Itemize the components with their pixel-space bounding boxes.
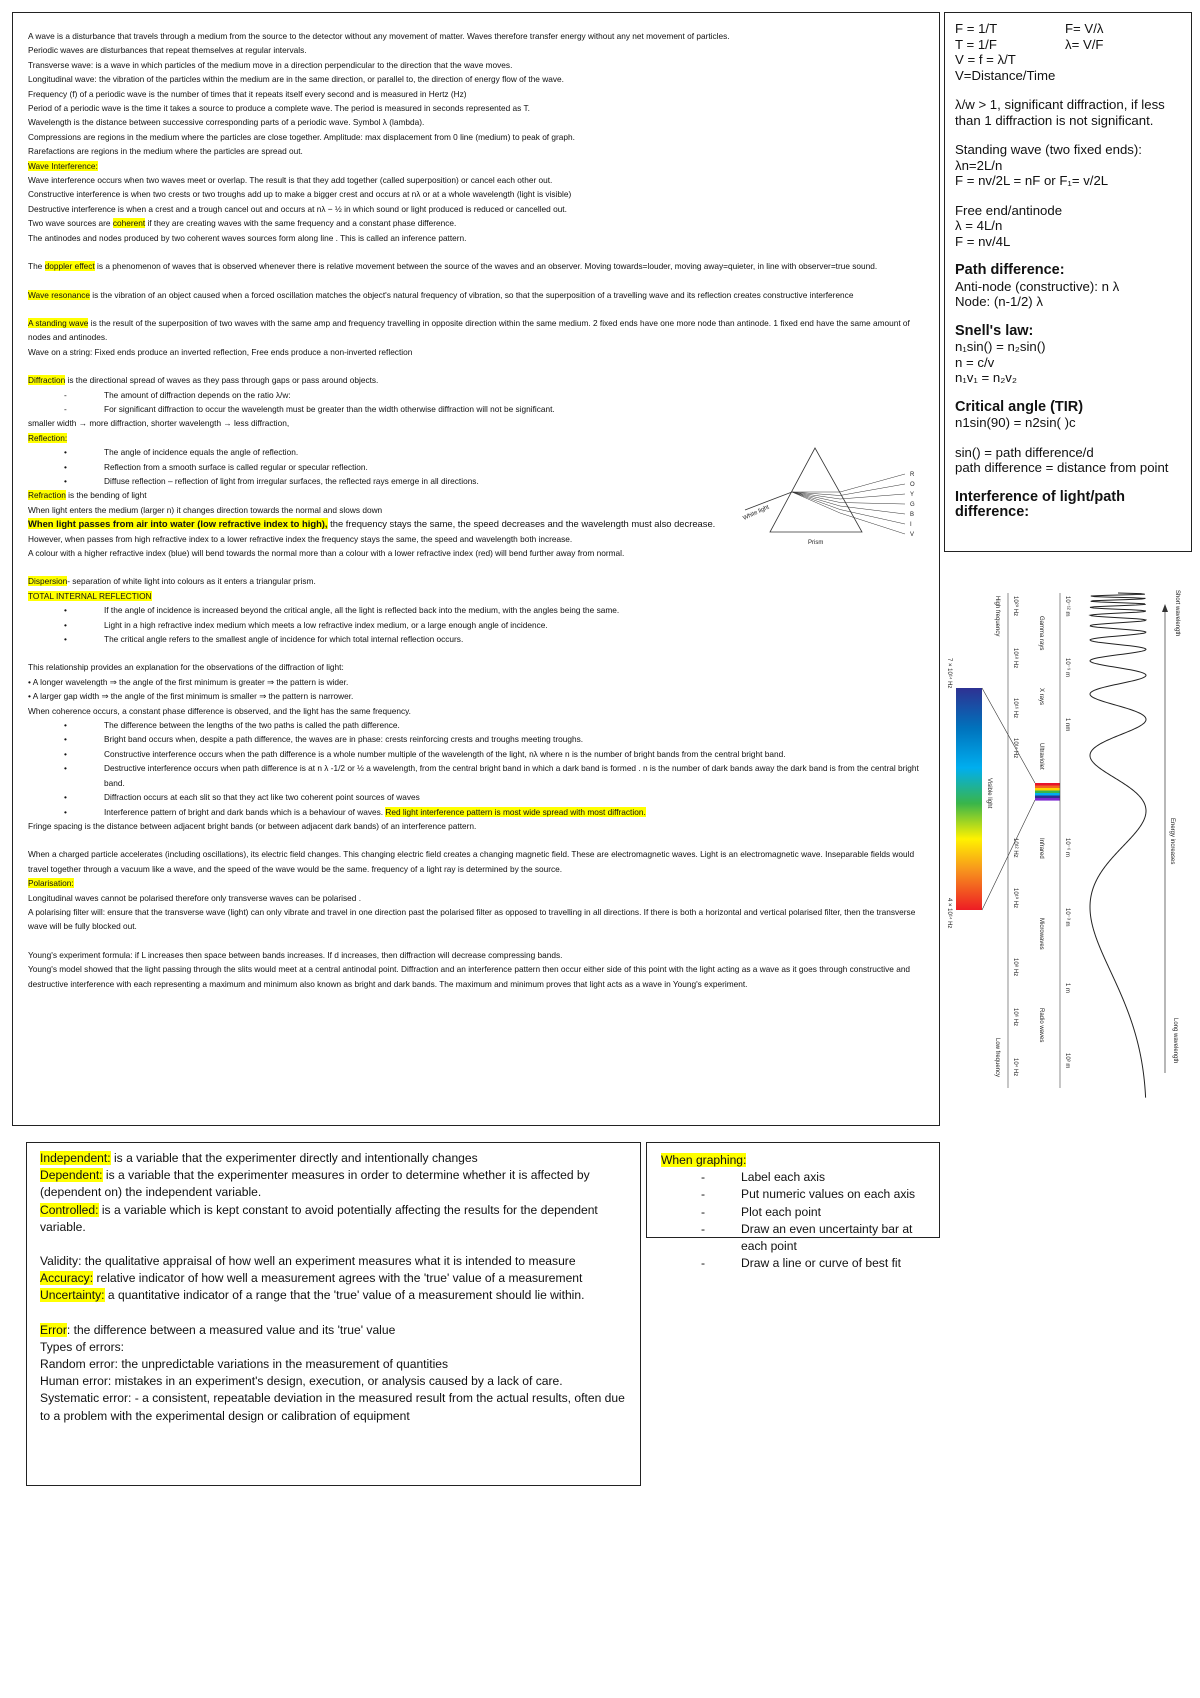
note-text — [28, 316, 925, 345]
prism-ray — [840, 484, 905, 496]
visible-band-stripe — [1035, 793, 1060, 796]
list-item: - Draw a line or curve of best fit — [661, 1255, 925, 1272]
note-text: • A larger gap width ⇒ the angle of the first minimum is smaller ⇒ the pattern is narrower. — [28, 691, 354, 702]
section-heading — [28, 876, 925, 890]
dependent-highlight: Dependent: — [40, 1168, 103, 1183]
list-item: - For significant diffraction to occur the wavelength must be greater than the width otherwise diffraction will not be significant. — [28, 402, 925, 416]
low-frequency-label: Low frequency — [994, 1038, 1000, 1078]
frequency-label: 10⁶ Hz — [1012, 1008, 1018, 1027]
note-fragment: if they are creating waves with the same frequency and a constant phase difference. — [145, 218, 457, 229]
top-frequency-label: 7 × 10¹⁴ Hz — [946, 658, 952, 689]
color-letter: I — [910, 522, 912, 528]
note-text: Rarefactions are regions in the medium where the particles are spread out. — [28, 146, 303, 157]
wavelength-label: 10⁻¹² m — [1064, 596, 1070, 617]
note-fragment: is the result of the superposition of two waves with the same amp and frequency travelling in opposite direction within the same medium. 2 fixed ends have one more node than antinode. 1 fixed end have the same amount of nodes and antinodes. — [28, 317, 910, 343]
note-text: Fringe spacing is the distance between adjacent bright bands (or between adjacent dark bands) of an interference pattern. — [28, 820, 477, 831]
standing-wave-highlight: A standing wave — [28, 317, 89, 328]
note-text: Constructive interference is when two crests or two troughs add up to make a bigger crest and occurs at nλ or at a whole wavelength (light is visible) — [28, 189, 572, 200]
high-frequency-label: High frequency — [994, 596, 1000, 637]
section-heading — [28, 159, 925, 173]
band-label: Ultraviolet — [1038, 743, 1044, 770]
color-letter: V — [910, 532, 915, 538]
formula: n1sin(90) = n2sin( )c — [955, 415, 1076, 430]
section-heading — [28, 589, 925, 603]
polarisation-heading: Polarisation: — [28, 878, 74, 889]
prism-ray — [840, 494, 905, 499]
note-text: Young's experiment formula: if L increases then space between bands increases. If d increases, then diffraction will decrease compressing bands. — [28, 949, 563, 960]
note-text: Wave on a string: Fixed ends produce an inverted reflection, Free ends produce a non-inverted reflection — [28, 346, 413, 357]
list-item: • Constructive interference occurs when the path difference is a whole number multiple of the wavelength of the light, nλ where n is the number of bright bands from the central bright band. — [28, 747, 925, 761]
visible-light-label: Visible light — [986, 778, 992, 809]
frequency-label: 10¹⁸ Hz — [1012, 648, 1018, 669]
visible-band-stripe — [1035, 788, 1060, 791]
interference-heading: Interference of light/path difference: — [955, 488, 1125, 520]
list-item: • The difference between the lengths of the two paths is called the path difference. — [28, 718, 925, 732]
definition: Validity: the qualitative appraisal of how well an experiment measures what it is intended to measure — [40, 1254, 576, 1269]
definition-text: is a variable that the experimenter measures in order to determine whether it is affected by (dependent on) the independent variable. — [40, 1168, 590, 1200]
band-label: Infrared — [1038, 838, 1044, 859]
prism-shape — [770, 448, 862, 532]
list-item: - Draw an even uncertainty bar at each point — [661, 1221, 925, 1255]
note-text: A polarising filter will: ensure that the transverse wave (light) can only vibrate and travel in one direction past the polarised filter as opposed to travelling in all directions. If there is both a horizontal and vertical polarised filter, then the transverse wave will be fully blocked out. — [28, 906, 916, 932]
note-fragment: Two wave sources are — [28, 218, 113, 229]
formula: F = nv/2L = nF or F₁= v/2L — [955, 173, 1109, 188]
error-highlight: Error — [40, 1322, 67, 1337]
prism-ray-internal — [792, 492, 840, 506]
prism-ray — [840, 510, 905, 525]
visible-band-stripe — [1035, 783, 1060, 786]
short-wavelength-label: Short wavelength — [1174, 590, 1180, 637]
formula: Node: (n-1/2) λ — [955, 294, 1043, 309]
note-text: • A longer wavelength ⇒ the angle of the first minimum is greater ⇒ the pattern is wider. — [28, 676, 349, 687]
definition — [40, 1150, 627, 1167]
band-label: Microwaves — [1038, 918, 1044, 950]
wavelength-label: 10⁻⁹ m — [1064, 658, 1070, 678]
dispersed-rays — [792, 474, 905, 534]
color-letter: Y — [910, 492, 915, 498]
note-fragment: - separation of white light into colours as it enters a triangular prism. — [67, 576, 316, 587]
note-text — [28, 373, 925, 387]
list-item: • Bright band occurs when, despite a path difference, the waves are in phase: crests reinforcing crests and troughs meeting troughs. — [28, 732, 925, 746]
list-item: • The angle of incidence equals the angle of reflection. — [28, 445, 925, 459]
definition — [40, 1270, 627, 1287]
list-item: • Diffuse reflection – reflection of light from irregular surfaces, the reflected rays emerge in all directions. — [28, 474, 925, 488]
definition: Systematic error: - a consistent, repeatable deviation in the measured result from the actual results, often due to a problem with the experimental design or calibration of equipment — [40, 1391, 625, 1423]
note-text: Periodic waves are disturbances that repeat themselves at regular intervals. — [28, 45, 307, 56]
frequency-label: 10²⁰ Hz — [1012, 596, 1018, 617]
independent-highlight: Independent: — [40, 1151, 111, 1165]
note-text — [28, 259, 925, 273]
note-fragment: is the vibration of an object caused when a forced oscillation matches the object's natural frequency of vibration, so that the superposition of a travelling wave and its reflection creates constructive interference — [89, 289, 854, 300]
note-text: When light enters the medium (larger n) it changes direction towards the normal and slows down — [28, 504, 383, 515]
em-spectrum-diagram — [940, 578, 1196, 1126]
note-fragment: Interference pattern of bright and dark bands which is a behaviour of waves. — [104, 806, 386, 817]
note-text: Frequency (f) of a periodic wave is the number of times that it repeats itself every second and is measured in Hertz (Hz) — [28, 88, 467, 99]
graphing-list — [661, 1169, 925, 1272]
list-item: • Destructive interference occurs when path difference is at n λ -1/2 or ½ a wavelength, from the central bright band in which a dark band is formed . n is the number of dark bands away the dark band is from the central bright band. — [28, 761, 925, 790]
note-text: Longitudinal waves cannot be polarised therefore only transverse waves can be polarised . — [28, 892, 361, 903]
wavelength-label: 1 nm — [1064, 718, 1070, 732]
formula: V=Distance/Time — [955, 67, 1056, 83]
formula: F= V/λ — [1065, 21, 1104, 36]
band-label: Gamma rays — [1038, 616, 1044, 651]
formula: T = 1/F — [955, 36, 997, 52]
list-item: - Plot each point — [661, 1204, 925, 1221]
refraction-highlight: Refraction — [28, 490, 66, 501]
note-text: When a charged particle accelerates (including oscillations), its electric field changes. This changing electric field creates a changing magnetic field. These are electromagnetic waves. Light is an electromagnetic wave. Inseparable fields would travel together through a vacuum like a wave, and the speed of the wave would be the same. frequency of a light ray is determined by the source. — [28, 849, 915, 874]
color-letters — [910, 472, 915, 538]
definition: Random error: the unpredictable variations in the measurement of quantities — [40, 1357, 449, 1372]
formula: n₁v₁ = n₂v₂ — [955, 370, 1018, 385]
formula: F = 1/T — [955, 21, 998, 36]
main-notes-panel — [12, 12, 940, 1126]
note-text: A colour with a higher refractive index (blue) will bend towards the normal more than a colour with a lower refractive index (red) will bend further away from normal. — [28, 548, 625, 558]
note-text: Longitudinal wave: the vibration of the particles within the medium are in the same direction, or parallel to, the direction of energy flow of the wave. — [28, 74, 564, 85]
definition: Types of errors: — [40, 1339, 125, 1354]
white-light-label: White light — [742, 504, 771, 522]
prism-ray — [840, 503, 905, 505]
visible-band-stripe — [1035, 798, 1060, 801]
definition — [40, 1167, 627, 1201]
note-text: Wavelength is the distance between successive corresponding parts of a periodic wave. Symbol λ (lambda). — [28, 117, 425, 128]
formula: Anti-node (constructive): n λ — [955, 278, 1120, 294]
formula-panel — [944, 12, 1192, 552]
band-label: Radio waves — [1038, 1008, 1044, 1043]
frequency-label: 10¹⁴ Hz — [1012, 738, 1018, 759]
reflection-heading: Reflection: — [28, 432, 68, 443]
formula: V = f = λ/T — [955, 52, 1016, 67]
prism-ray — [840, 513, 905, 534]
color-letter: O — [910, 482, 915, 488]
bottom-frequency-label: 4 × 10¹⁴ Hz — [946, 898, 952, 929]
snells-law-heading: Snell's law: — [955, 322, 1034, 339]
note-text: Compressions are regions in the medium where the particles are close together. Amplitude: max displacement from 0 line (medium) to peak of graph. — [28, 131, 575, 142]
energy-arrow-head — [1162, 604, 1168, 612]
note-fragment: is the bending of light — [65, 490, 147, 501]
formula: F = nv/4L — [955, 233, 1011, 249]
critical-angle-heading: Critical angle (TIR) — [955, 398, 1084, 415]
definition — [40, 1322, 627, 1339]
uncertainty-highlight: Uncertainty: — [40, 1288, 105, 1303]
list-item — [28, 805, 925, 819]
controlled-highlight: Controlled: — [40, 1202, 99, 1217]
wave-interference-heading: Wave Interference: — [28, 160, 98, 171]
formula-row — [955, 37, 1181, 53]
diffraction-list — [28, 388, 925, 417]
color-letter: B — [910, 512, 915, 518]
frequency-label: 10⁸ Hz — [1012, 958, 1018, 977]
graphing-heading: When graphing: — [661, 1153, 747, 1167]
note-text: However, when passes from high refractive index to a lower refractive index the frequency stays the same, the speed and wavelength both increase. — [28, 533, 573, 544]
visible-band-stripe — [1035, 796, 1060, 799]
path-difference-heading: Path difference: — [955, 262, 1065, 278]
connector-line — [982, 688, 1035, 783]
formula: n₁sin() = n₂sin() — [955, 339, 1046, 354]
note-text: Wave interference occurs when two waves meet or overlap. The result is that they add together (called superposition) or cancel each other out. — [28, 175, 553, 186]
wavelength-label: 1 m — [1064, 983, 1070, 994]
definition-text: a quantitative indicator of a range that the 'true' value of a measurement should lie within. — [104, 1288, 585, 1303]
note-fragment: is a phenomenon of waves that is observed whenever there is relative movement between the source of the waves and an observer. Moving towards=louder, moving away=quieter, in line with observer=true sound. — [94, 261, 878, 272]
note-text: When coherence occurs, a constant phase difference is observed, and the light has the same frequency. — [28, 705, 411, 716]
formula-row — [955, 21, 1181, 37]
note-text: A wave is a disturbance that travels through a medium from the source to the detector without any movement of matter. Waves therefore transfer energy without any net movement of particles. — [28, 31, 730, 41]
note-text: Destructive interference is when a crest and a trough cancel out and occurs at nλ − ½ in which sound or light produced is reduced or cancelled out. — [28, 203, 567, 214]
note-text — [28, 216, 925, 230]
definition — [40, 1202, 627, 1236]
frequency-label: 10¹² Hz — [1012, 838, 1018, 858]
accuracy-highlight: Accuracy: — [40, 1271, 94, 1286]
formula: path difference = distance from point — [955, 460, 1169, 475]
frequency-label: 10¹⁰ Hz — [1012, 888, 1018, 909]
prism-ray-internal — [792, 492, 840, 499]
visible-band-stripe — [1035, 786, 1060, 789]
energy-increases-label: Energy increases — [1169, 818, 1175, 865]
definition-text: relative indicator of how well a measurement agrees with the 'true' value of a measurement — [93, 1271, 583, 1286]
list-item: • The critical angle refers to the smallest angle of incidence for which total internal reflection occurs. — [28, 632, 925, 646]
visible-light-gradient — [956, 688, 982, 910]
note-text: smaller width → more diffraction, shorter wavelength → less diffraction, — [28, 418, 290, 429]
formula: Standing wave (two fixed ends): — [955, 142, 1142, 157]
graphing-panel — [646, 1142, 940, 1271]
red-light-highlight: Red light interference pattern is most wide spread with most diffraction. — [385, 806, 646, 817]
wavelength-label: 10⁻⁶ m — [1064, 838, 1070, 857]
band-label: X rays — [1038, 688, 1044, 706]
connector-line — [982, 800, 1035, 910]
definition: Human error: mistakes in an experiment's design, execution, or analysis caused by a lack of care. — [40, 1374, 563, 1389]
definition-text: is a variable that the experimenter directly and intentionally changes — [110, 1151, 478, 1165]
refraction-air-water-highlight: When light passes from air into water (low refractive index to high), — [28, 518, 328, 530]
coherent-highlight: coherent — [112, 218, 146, 229]
note-fragment: The — [28, 261, 45, 272]
note-text: Young's model showed that the light passing through the slits would meet at a central antinodal point. Diffraction and an interference pattern then occur either side of this point with the light acting as a wave as it goes through constructive and destructive interference with each representing a maximum and minimum also known as bright and dark bands. The maximum and minimum proves that light acts as a wave in Young's experiment. — [28, 964, 911, 989]
diffraction-highlight: Diffraction — [28, 375, 66, 386]
note-fragment: the frequency stays the same, the speed decreases and the wavelength must also decrease. — [327, 518, 716, 530]
color-letter: G — [910, 502, 915, 508]
prism-label: Prism — [808, 540, 824, 546]
wavelength-labels — [1064, 596, 1071, 1068]
visible-band-stripes — [1035, 783, 1060, 801]
definition — [40, 1287, 627, 1304]
interference-list — [28, 718, 925, 819]
wavelength-label: 10³ m — [1064, 1053, 1070, 1069]
list-item: • Diffraction occurs at each slit so that they act like two coherent point sources of waves — [28, 790, 925, 804]
note-text — [28, 574, 925, 588]
note-text: Transverse wave: is a wave in which particles of the medium move in a direction perpendicular to the direction that the wave moves. — [28, 59, 513, 70]
frequency-label: 10¹⁶ Hz — [1012, 698, 1018, 719]
list-item: - Put numeric values on each axis — [661, 1186, 925, 1203]
tir-heading: TOTAL INTERNAL REFLECTION — [28, 590, 152, 601]
tir-list — [28, 603, 925, 646]
frequency-label: 10⁴ Hz — [1012, 1058, 1018, 1077]
variables-panel — [26, 1142, 641, 1486]
list-item: • Light in a high refractive index medium which meets a low refractive index medium, or a large enough angle of incidence. — [28, 618, 925, 632]
formula: n = c/v — [955, 354, 995, 370]
list-item: - Label each axis — [661, 1169, 925, 1186]
formula: λ = 4L/n — [955, 218, 1003, 233]
long-wavelength-label: Long wavelength — [1172, 1018, 1178, 1064]
note-text: Period of a periodic wave is the time it takes a source to produce a complete wave. The period is measured in seconds represented as T. — [28, 103, 530, 114]
formula: Free end/antinode — [955, 202, 1063, 218]
formula: λn=2L/n — [955, 157, 1003, 173]
dispersion-highlight: Dispersion — [28, 576, 68, 587]
wave-resonance-highlight: Wave resonance — [28, 289, 90, 300]
doppler-highlight: doppler effect — [44, 261, 95, 272]
formula: λ= V/F — [1065, 36, 1104, 52]
wavelength-label: 10⁻³ m — [1064, 908, 1070, 927]
list-item: - The amount of diffraction depends on the ratio λ/w: — [28, 388, 925, 402]
prism-diagram — [740, 440, 930, 550]
note-text: The antinodes and nodes produced by two coherent waves sources form along line . This is called an inference pattern. — [28, 232, 467, 243]
visible-band-stripe — [1035, 791, 1060, 794]
formula: λ/w > 1, significant diffraction, if less than 1 diffraction is not significant. — [955, 97, 1165, 128]
note-text: This relationship provides an explanation for the observations of the diffraction of light: — [28, 662, 344, 673]
frequency-labels — [1012, 596, 1019, 1076]
list-item: • Reflection from a smooth surface is called regular or specular reflection. — [28, 460, 925, 474]
formula: sin() = path difference/d — [955, 444, 1094, 460]
prism-ray — [840, 474, 905, 492]
wavelength-wave — [1090, 593, 1146, 1098]
note-text — [28, 288, 925, 302]
list-item: • If the angle of incidence is increased beyond the critical angle, all the light is reflected back into the medium, with the angles being the same. — [28, 603, 925, 617]
note-fragment: is the directional spread of waves as they pass through gaps or pass around objects. — [65, 375, 379, 386]
definition-text: : the difference between a measured value and its 'true' value — [66, 1322, 396, 1337]
color-letter: R — [910, 472, 915, 478]
definition-text: is a variable which is kept constant to avoid potentially affecting the results for the dependent variable. — [40, 1202, 598, 1234]
band-labels — [1038, 616, 1044, 1042]
